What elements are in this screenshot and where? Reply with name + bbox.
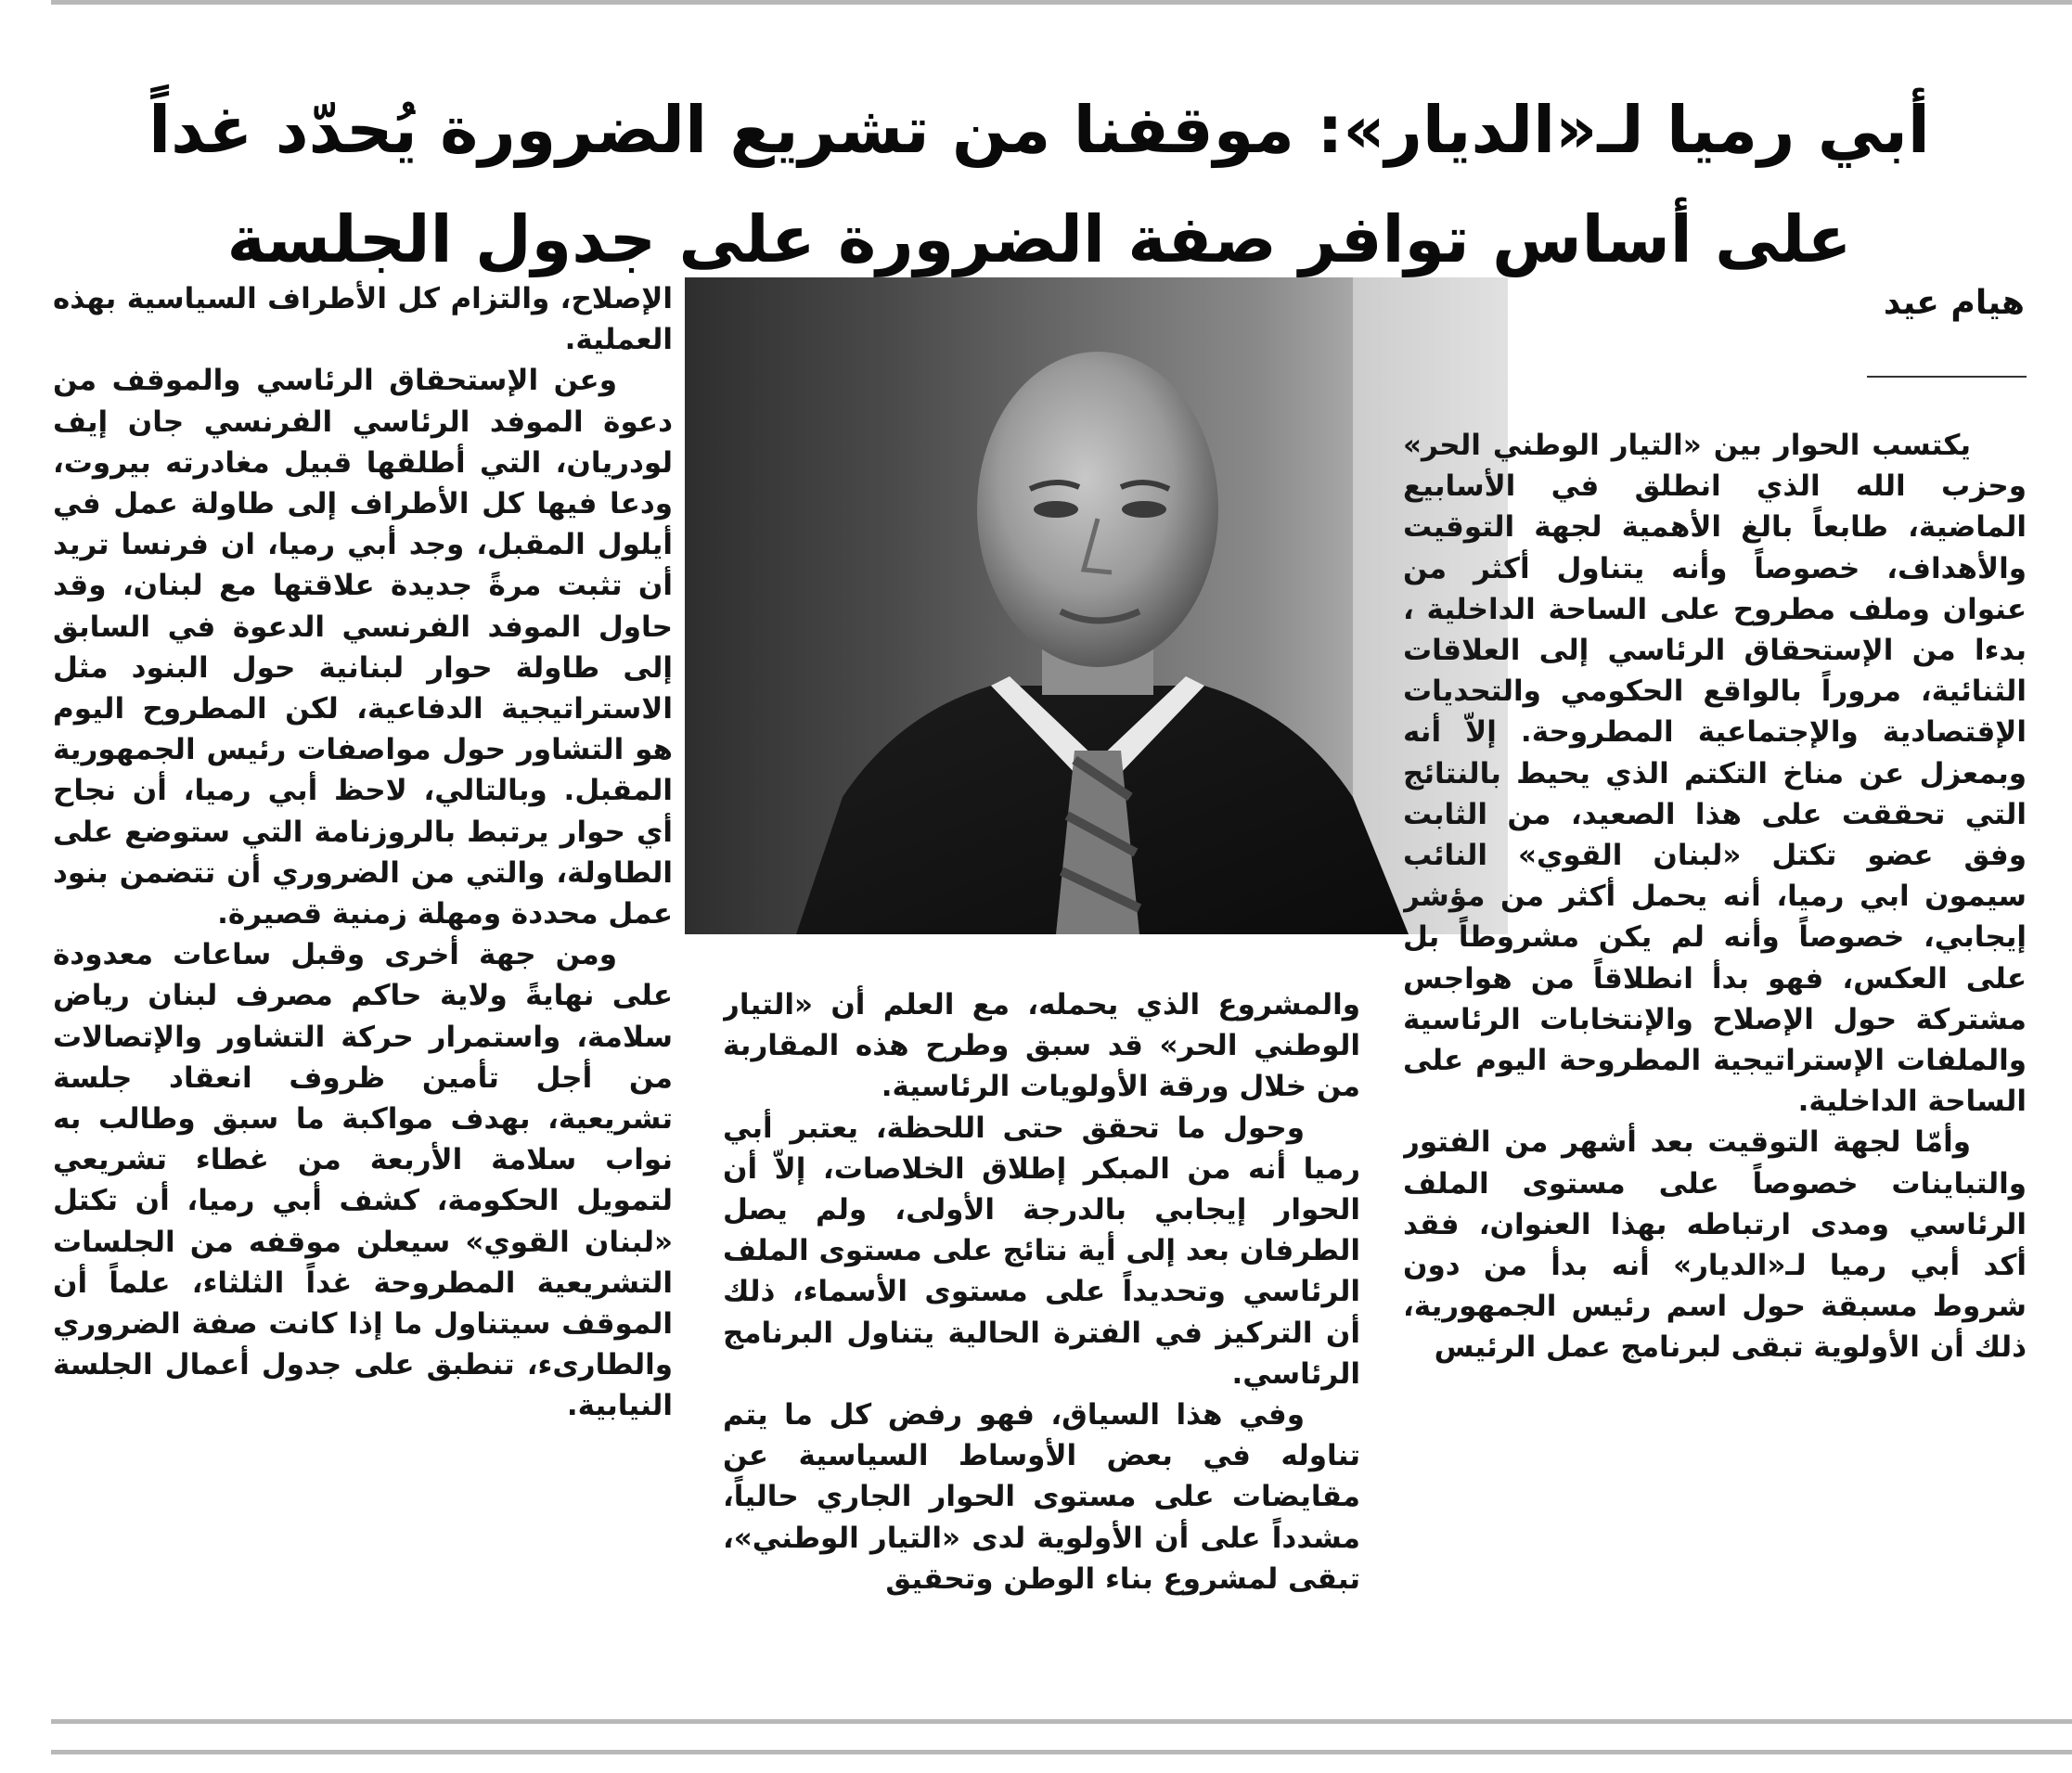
paragraph: الإصلاح، والتزام كل الأطراف السياسية بهذه العملية. [53, 282, 673, 357]
author-byline: هيام عيد [1883, 284, 2025, 322]
paragraph: وعن الإستحقاق الرئاسي والموقف من دعوة الموفد الرئاسي الفرنسي جان إيف لودريان، التي أطلقها قبيل مغادرته بيروت، ودعا فيها كل الأطراف إلى طاولة عمل في أيلول المقبل، وجد أبي رميا، ان فرنسا تريد أن تثبت مرةً جديدة علاقتها مع لبنان، وقد حاول الموفد الفرنسي الدعوة في السابق إلى طاولة حوار لبنانية حول البنود مثل الاستراتيجية الدفاعية، لكن المطروح اليوم هو التشاور حول مواصفات رئيس الجمهورية المقبل. وبالتالي، لاحظ أبي رميا، أن نجاح أي حوار يرتبط بالروزنامة التي ستوضع على الطاولة، والتي من الضروري أن تتضمن بنود عمل محددة ومهلة زمنية قصيرة. [53, 364, 673, 931]
headline-line-2: على أساس توافر صفة الضرورة على جدول الجلسة [226, 200, 1852, 277]
portrait-image [685, 277, 1508, 934]
byline-divider [1867, 376, 2027, 378]
paragraph: وأمّا لجهة التوقيت بعد أشهر من الفتور والتباينات خصوصاً على مستوى الملف الرئاسي ومدى ارتباطه بهذا العنوان، فقد أكد أبي رميا لـ«الديار» أنه بدأ من دون شروط مسبقة حول اسم رئيس الجمهورية، ذلك أن الأولوية تبقى لبرنامج عمل الرئيس [1403, 1125, 2027, 1365]
paragraph: ومن جهة أخرى وقبل ساعات معدودة على نهايةً ولاية حاكم مصرف لبنان رياض سلامة، واستمرار حركة التشاور والإتصالات من أجل تأمين ظروف انعقاد جلسة تشريعية، بهدف مواكبة ما سبق وطالب به نواب سلامة الأربعة من غطاء تشريعي لتمويل الحكومة، كشف أبي رميا، أن تكتل «لبنان القوي» سيعلن موقفه من الجلسات التشريعية المطروحة غداً الثلثاء، علماً أن الموقف سيتناول ما إذا كانت صفة الضروري والطارىء، تنطبق على جدول أعمال الجلسة النيابية. [53, 938, 673, 1423]
bottom-rule-2 [51, 1750, 2072, 1754]
article-column-left [53, 278, 673, 1710]
paragraph: وحول ما تحقق حتى اللحظة، يعتبر أبي رميا أنه من المبكر إطلاق الخلاصات، إلاّ أن الحوار إيجابي بالدرجة الأولى، ولم يصل الطرفان بعد إلى أية نتائج على مستوى الملف الرئاسي وتحديداً على مستوى الأسماء، ذلك أن التركيز في الفترة الحالية يتناول البرنامج الرئاسي. [723, 1111, 1360, 1391]
article-column-middle [723, 984, 1360, 1710]
paragraph: يكتسب الحوار بين «التيار الوطني الحر» وحزب الله الذي انطلق في الأسابيع الماضية، طابعاً بالغ الأهمية لجهة التوقيت والأهداف، خصوصاً وأنه يتناول أكثر من عنوان وملف مطروح على الساحة الداخلية ، بدءا من الإستحقاق الرئاسي إلى العلاقات الثنائية، مروراً بالواقع الحكومي والتحديات الإقتصادية والإجتماعية المطروحة. إلاّ أنه وبمعزل عن مناخ التكتم الذي يحيط بالنتائج التي تحققت على هذا الصعيد، من الثابت وفق عضو تكتل «لبنان القوي» النائب سيمون ابي رميا، أنه يحمل أكثر من مؤشر إيجابي، خصوصاً وأنه لم يكن مشروطاً بل على العكس، فهو بدأ انطلاقاً من هواجس مشتركة حول الإصلاح والإنتخابات الرئاسية والملفات الإستراتيجية المطروحة اليوم على الساحة الداخلية. [1403, 429, 2027, 1119]
article-column-right [1403, 425, 2027, 1710]
paragraph: والمشروع الذي يحمله، مع العلم أن «التيار الوطني الحر» قد سبق وطرح هذه المقاربة من خلال ورقة الأولويات الرئاسية. [723, 988, 1360, 1104]
top-rule [51, 0, 2072, 5]
headline-line-1: أبي رميا لـ«الديار»: موقفنا من تشريع الضرورة يُحدّد غداً [148, 91, 1930, 168]
bottom-rule [51, 1719, 2072, 1724]
paragraph: وفي هذا السياق، فهو رفض كل ما يتم تناوله في بعض الأوساط السياسية عن مقايضات على مستوى الحوار الجاري حالياً، مشدداً على أن الأولوية لدى «التيار الوطني»، تبقى لمشروع بناء الوطن وتحقيق [723, 1398, 1360, 1596]
portrait-photo [685, 277, 1508, 934]
